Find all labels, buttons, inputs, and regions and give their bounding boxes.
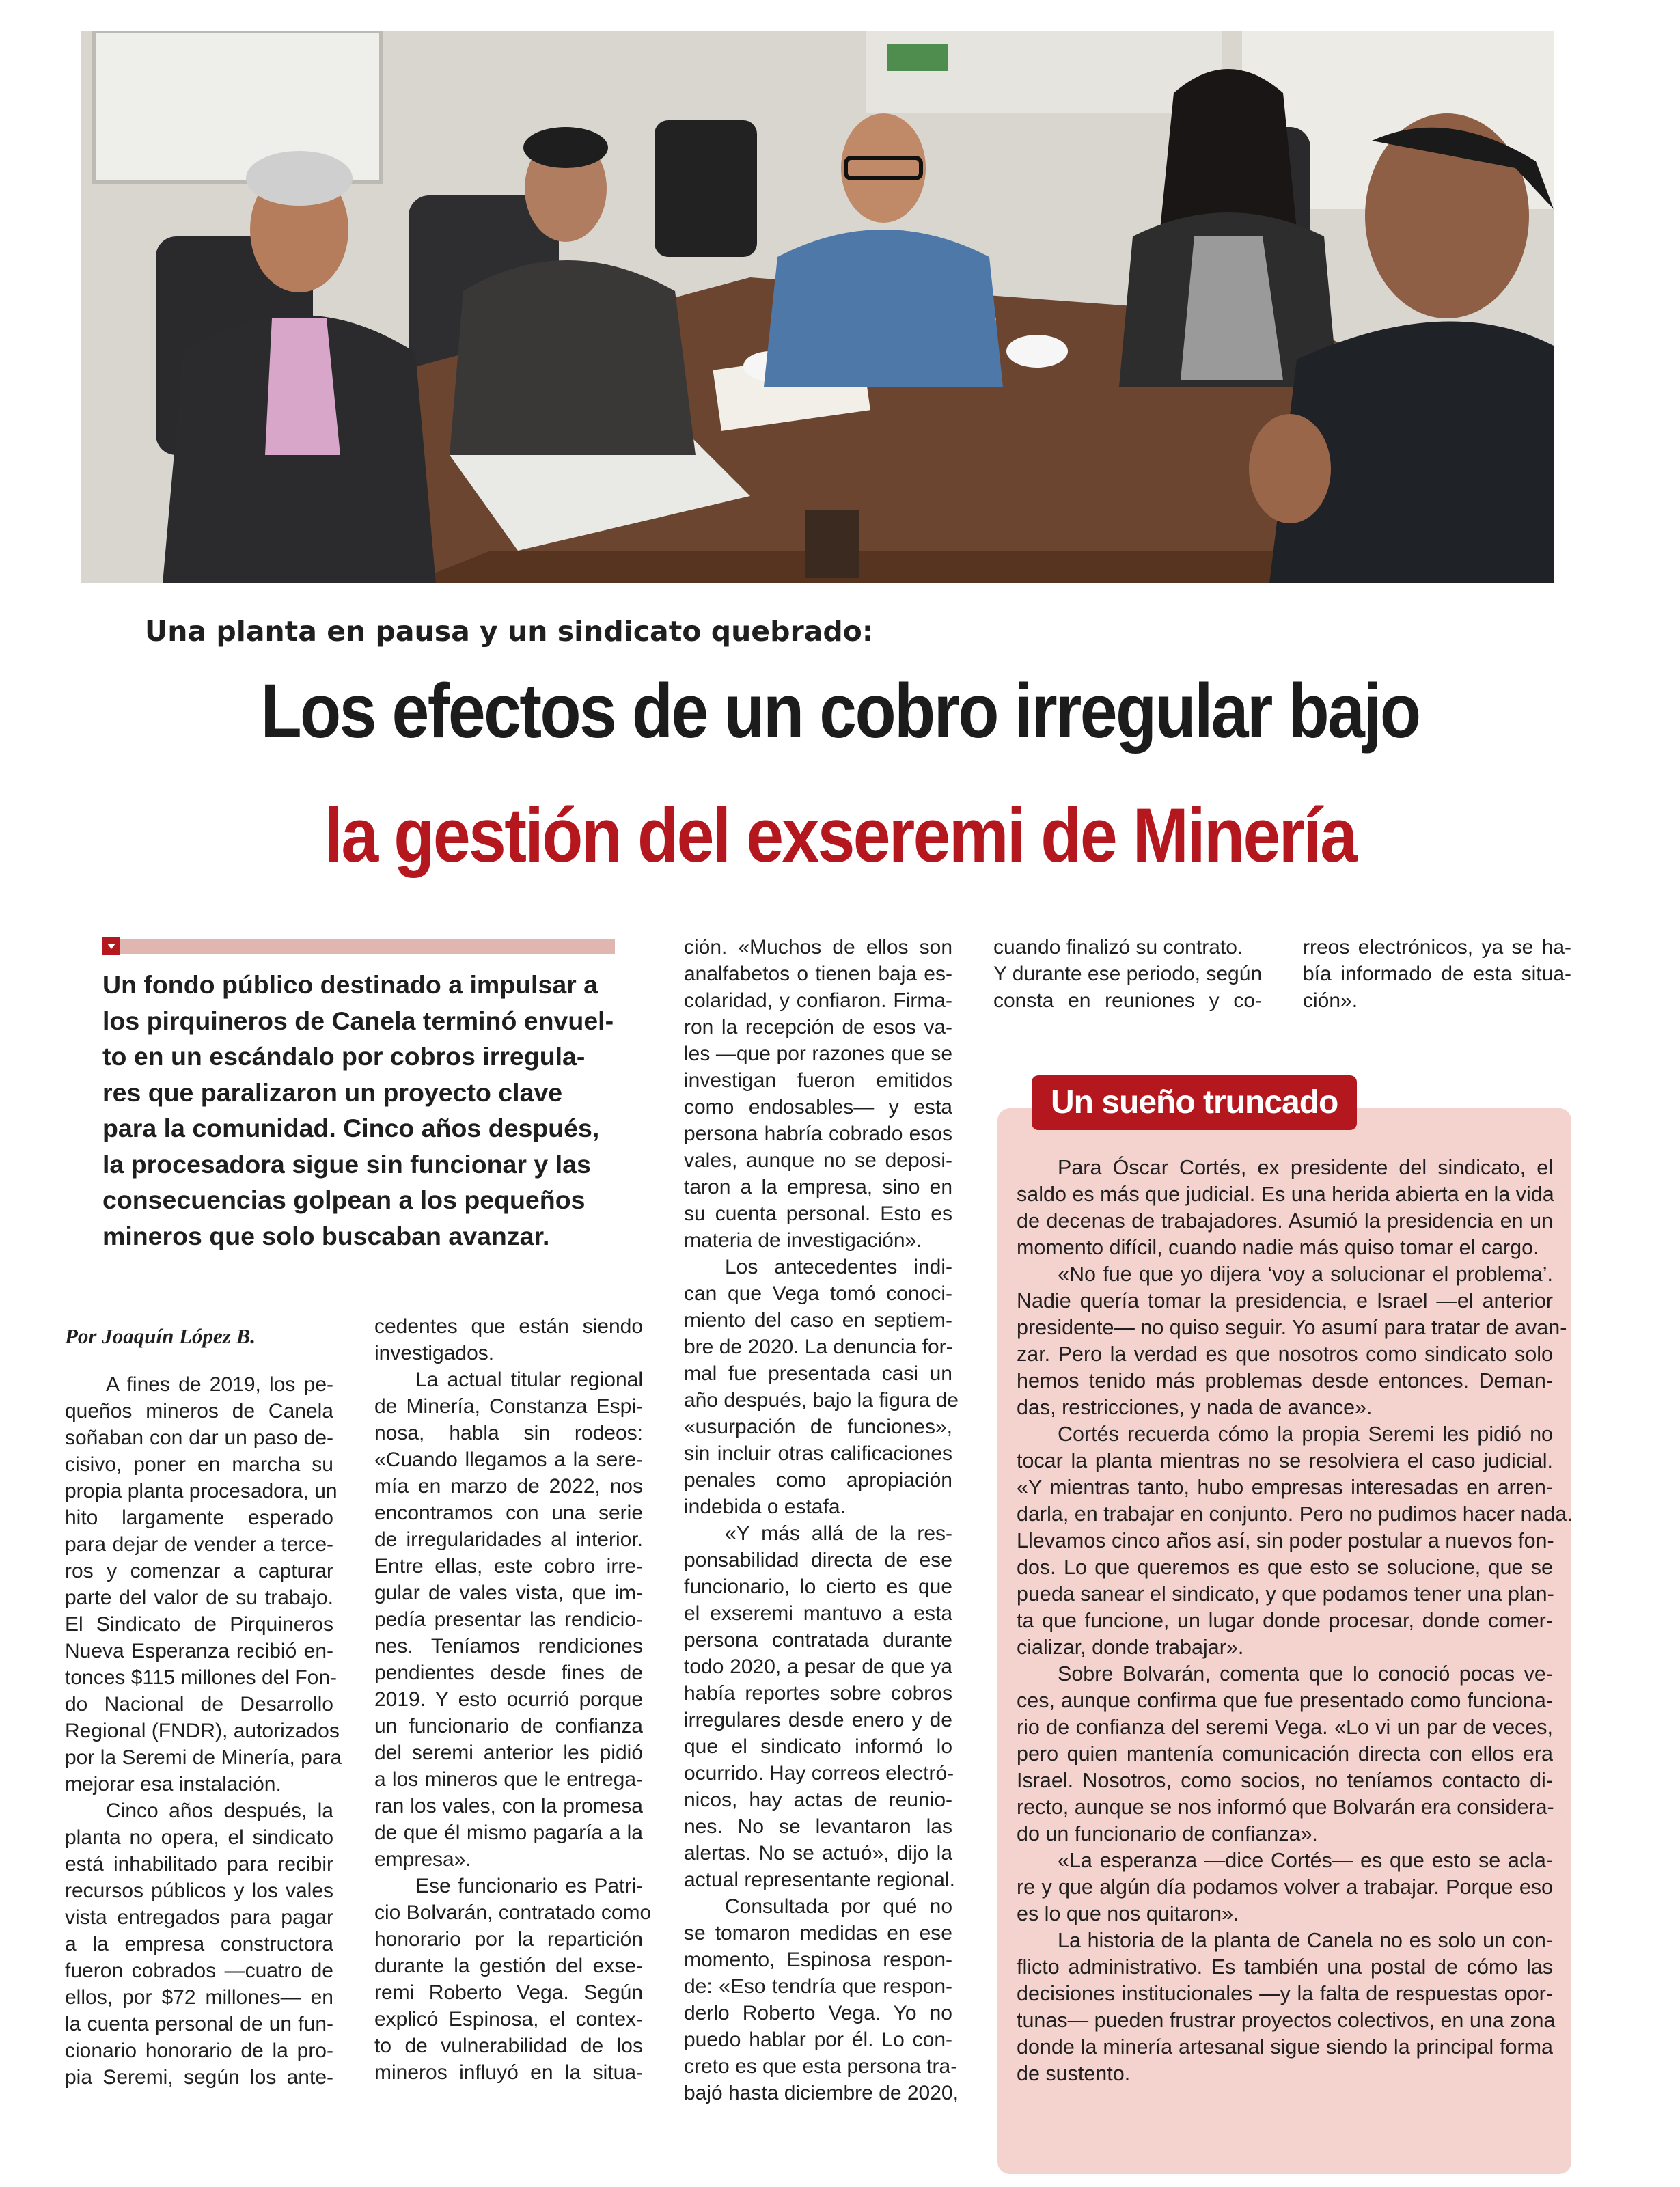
body-column-1: [65, 1371, 342, 2091]
text-line: nosa, habla sin rodeos:: [374, 1422, 643, 1444]
text-line: saldo es más que judicial. Es una herida abierta en la vida: [1017, 1183, 1554, 1206]
text-line: durante la gestión del exse-: [374, 1955, 643, 1977]
text-line: vales, aunque no se deposi-: [684, 1149, 952, 1172]
text-line: de decenas de trabajadores. Asumió la presidencia en un: [1017, 1209, 1553, 1233]
text-line: cisivo, poner en marcha su: [65, 1453, 333, 1476]
sidebar-title: Un sueño truncado: [1032, 1075, 1357, 1130]
text-line: pedía presentar las rendicio-: [374, 1608, 643, 1631]
text-line: do Nacional de Desarrollo: [65, 1693, 333, 1716]
text-line: remi Roberto Vega. Según: [374, 1981, 643, 2004]
text-line: ción. «Muchos de ellos son: [684, 936, 952, 959]
triangle-down-icon: [102, 937, 120, 955]
text-line: bajó hasta diciembre de 2020,: [684, 2082, 959, 2104]
text-line: cedentes que están siendo: [374, 1315, 643, 1338]
body-column-2: [374, 1313, 652, 2086]
text-line: que el sindicato informó lo: [684, 1735, 952, 1758]
text-line: miento del caso en septiem-: [684, 1309, 952, 1332]
text-line: por la Seremi de Minería, para: [65, 1746, 342, 1769]
text-line: nicos, hay actas de reunio-: [684, 1789, 952, 1811]
text-line: cializar, donde trabajar».: [1017, 1636, 1244, 1659]
text-line: a los mineros que le entrega-: [374, 1768, 643, 1791]
text-line: un funcionario de confianza: [374, 1715, 643, 1737]
text-line: pia Seremi, según los ante-: [65, 2066, 333, 2089]
headline-line-1: Los efectos de un cobro irregular bajo: [260, 668, 1420, 754]
text-line: parte del valor de su trabajo.: [65, 1586, 333, 1609]
text-line: ran los vales, con la promesa: [374, 1795, 643, 1817]
text-line: recursos públicos y los vales: [65, 1880, 333, 1902]
text-line: «No fue que yo dijera ‘voy a solucionar el problema’.: [1058, 1263, 1553, 1286]
text-line: ción».: [1303, 989, 1358, 1012]
text-line: darla, en trabajar en conjunto. Pero no pudimos hacer nada.: [1017, 1502, 1573, 1526]
text-line: 2019. Y esto ocurrió porque: [374, 1688, 643, 1711]
text-line: indebida o estafa.: [684, 1496, 846, 1518]
text-line: «Y más allá de la res-: [725, 1522, 952, 1545]
text-line: creto es que esta persona tra-: [684, 2055, 958, 2078]
text-line: rreos electrónicos, ya se ha-: [1303, 936, 1571, 959]
text-line: queños mineros de Canela: [65, 1400, 333, 1422]
headline-line-2: la gestión del exseremi de Minería: [324, 793, 1356, 878]
text-line: de irregularidades al interior.: [374, 1528, 643, 1551]
text-line: cionario honorario de la pro-: [65, 2039, 333, 2062]
text-line: como endosables— y esta: [684, 1096, 952, 1118]
text-line: Israel. Nosotros, como socios, no teníamos contacto di-: [1017, 1769, 1553, 1792]
lead-line: Un fondo público destinado a impulsar a: [102, 970, 598, 999]
text-line: el exseremi mantuvo a esta: [684, 1602, 952, 1625]
headline-kicker: Una planta en pausa y un sindicato quebrado:: [145, 615, 874, 648]
text-line: cio Bolvarán, contratado como: [374, 1901, 652, 1924]
text-line: Y durante ese periodo, según: [993, 963, 1263, 985]
text-line: soñaban con dar un paso de-: [65, 1427, 333, 1449]
text-line: momento difícil, cuando nadie más quiso tomar el cargo.: [1017, 1236, 1539, 1259]
text-line: «usurpación de funciones»,: [684, 1416, 952, 1438]
body-column-3: [684, 934, 959, 2106]
text-line: Cinco años después, la: [106, 1800, 333, 1822]
text-line: derlo Roberto Vega. Yo no: [684, 2002, 952, 2024]
text-line: ellos, por $72 millones— en: [65, 1986, 333, 2009]
text-line: Nueva Esperanza recibió en-: [65, 1640, 333, 1662]
lead-line: la procesadora sigue sin funcionar y las: [102, 1149, 591, 1179]
text-line: ros y comenzar a capturar: [65, 1560, 333, 1582]
text-line: mal fue presentada casi un: [684, 1362, 952, 1385]
text-line: gular de vales vista, que im-: [374, 1582, 643, 1604]
text-line: decisiones institucionales —y la falta de respuestas opor-: [1017, 1982, 1553, 2005]
lead-line: consecuencias golpean a los pequeños: [102, 1185, 586, 1214]
text-line: Sobre Bolvarán, comenta que lo conoció pocas ve-: [1058, 1662, 1553, 1686]
text-line: penales como apropiación: [684, 1469, 952, 1491]
text-line: fueron cobrados —cuatro de: [65, 1959, 333, 1982]
text-line: tunas— pueden frustrar proyectos colectivos, en una zona: [1017, 2009, 1556, 2032]
text-line: Nadie quería tomar la presidencia, e Israel —el anterior: [1017, 1289, 1553, 1312]
sidebar-body: [1017, 1155, 1573, 2087]
text-line: Para Óscar Cortés, ex presidente del sindicato, el: [1058, 1156, 1553, 1179]
text-line: Los antecedentes indi-: [725, 1256, 952, 1278]
text-line: encontramos con una serie: [374, 1502, 643, 1524]
text-line: mejorar esa instalación.: [65, 1773, 281, 1796]
text-line: vista entregados para pagar: [65, 1906, 333, 1929]
text-line: can que Vega tomó conoci-: [684, 1282, 952, 1305]
text-line: para dejar de vender a terce-: [65, 1533, 333, 1556]
text-line: A fines de 2019, los pe-: [106, 1373, 333, 1396]
text-line: nes. No se levantaron las: [684, 1815, 952, 1838]
text-line: Entre ellas, este cobro irre-: [374, 1555, 643, 1578]
text-line: materia de investigación».: [684, 1229, 922, 1252]
text-line: ocurrido. Hay correos electró-: [684, 1762, 954, 1785]
text-line: alertas. No se actuó», dijo la: [684, 1842, 952, 1865]
lead-line: para la comunidad. Cinco años después,: [102, 1114, 600, 1142]
text-line: cuando finalizó su contrato.: [993, 936, 1243, 959]
text-line: les —que por razones que se: [684, 1043, 952, 1065]
text-line: actual representante regional.: [684, 1869, 955, 1891]
text-line: honorario por la repartición: [374, 1928, 643, 1951]
text-line: re y que algún día podamos volver a trabajar. Porque eso: [1017, 1875, 1553, 1899]
text-line: hemos tenido más problemas desde entonces. Deman-: [1017, 1369, 1553, 1392]
body-column-5: [1303, 934, 1571, 1014]
text-line: es lo que nos quitaron».: [1017, 1902, 1239, 1925]
lead-line: to en un escándalo por cobros irregula-: [102, 1042, 586, 1071]
text-line: ta que funcione, un lugar donde procesar, donde comer-: [1017, 1609, 1553, 1632]
text-line: nes. Teníamos rendiciones: [374, 1635, 643, 1658]
byline: Por Joaquín López B.: [65, 1324, 256, 1348]
text-line: taron a la empresa, sino en: [684, 1176, 952, 1198]
text-line: tocar la planta mientras no se resolviera el caso judicial.: [1017, 1449, 1553, 1472]
text-line: de: «Eso tendría que respon-: [684, 1975, 952, 1998]
text-line: recto, aunque se nos informó que Bolvarán era considera-: [1017, 1796, 1554, 1819]
text-line: persona contratada durante: [684, 1629, 952, 1651]
body-column-4: [993, 934, 1262, 1014]
text-line: «Y mientras tanto, hubo empresas interesadas en arren-: [1017, 1476, 1553, 1499]
text-line: tonces $115 millones del Fon-: [65, 1666, 337, 1689]
text-line: está inhabilitado para recibir: [65, 1853, 333, 1875]
text-line: pendientes desde fines de: [374, 1662, 643, 1684]
text-line: ron la recepción de esos va-: [684, 1016, 952, 1039]
text-line: bía informado de esta situa-: [1303, 963, 1571, 985]
text-line: del seremi anterior les pidió: [374, 1742, 643, 1764]
text-line: La historia de la planta de Canela no es solo un con-: [1058, 1929, 1553, 1952]
text-line: ponsabilidad directa de ese: [684, 1549, 952, 1571]
text-line: a la empresa constructora: [65, 1933, 333, 1955]
text-line: propia planta procesadora, un: [65, 1480, 338, 1502]
lead-paragraph: [102, 967, 622, 1254]
text-line: investigan fueron emitidos: [684, 1069, 952, 1092]
text-line: hito largamente esperado: [65, 1507, 333, 1529]
lead-divider-bar: [102, 939, 615, 954]
text-line: «La esperanza —dice Cortés— es que esto se acla-: [1058, 1849, 1553, 1872]
meeting-photo-icon: [81, 31, 1554, 583]
text-line: pueda sanear el sindicato, y que podamos tener una plan-: [1017, 1582, 1554, 1606]
text-line: sin incluir otras calificaciones: [684, 1442, 952, 1465]
text-line: ces, aunque confirma que fue presentado como funciona-: [1017, 1689, 1553, 1712]
text-line: explicó Espinosa, el contex-: [374, 2008, 643, 2031]
text-line: consta en reuniones y co-: [993, 989, 1262, 1012]
text-line: Llevamos cinco años así, sin poder postular a nuevos fon-: [1017, 1529, 1554, 1552]
text-line: presidente— no quiso seguir. Yo asumí para tratar de avan-: [1017, 1316, 1567, 1339]
text-line: investigados.: [374, 1342, 495, 1364]
text-line: mía en marzo de 2022, nos: [374, 1475, 643, 1498]
text-line: Ese funcionario es Patri-: [415, 1875, 643, 1897]
text-line: rio de confianza del seremi Vega. «Lo vi un par de veces,: [1017, 1716, 1553, 1739]
lead-line: mineros que solo buscaban avanzar.: [102, 1221, 550, 1250]
text-line: había reportes sobre cobros: [684, 1682, 952, 1705]
lead-line: los pirquineros de Canela terminó envuel-: [102, 1006, 614, 1035]
text-line: to de vulnerabilidad de los: [374, 2035, 643, 2057]
text-line: planta no opera, el sindicato: [65, 1826, 333, 1849]
text-line: das, restricciones, y nada de avance».: [1017, 1396, 1373, 1419]
text-line: puedo hablar por él. Lo con-: [684, 2028, 952, 2051]
text-line: bre de 2020. La denuncia for-: [684, 1336, 953, 1358]
text-line: la cuenta personal de un fun-: [65, 2013, 333, 2035]
text-line: flicto administrativo. Es también una postal de cómo las: [1017, 1955, 1553, 1979]
text-line: Regional (FNDR), autorizados: [65, 1720, 340, 1742]
text-line: La actual titular regional: [415, 1368, 643, 1391]
text-line: dos. Lo que queremos es que esto se solucione, que se: [1017, 1556, 1553, 1579]
text-line: mineros influyó en la situa-: [374, 2061, 643, 2084]
text-line: su cuenta personal. Esto es: [684, 1202, 952, 1225]
text-line: Consultada por qué no: [725, 1895, 952, 1918]
text-line: momento, Espinosa respon-: [684, 1949, 952, 1971]
text-line: empresa».: [374, 1848, 471, 1871]
text-line: de sustento.: [1017, 2062, 1131, 2085]
text-line: colaridad, y confiaron. Firma-: [684, 989, 952, 1012]
text-line: zar. Pero la verdad es que nosotros como sindicato solo: [1017, 1343, 1553, 1366]
text-line: pero quien mantenía comunicación directa con ellos era: [1017, 1742, 1553, 1765]
text-line: todo 2020, a pesar de que ya: [684, 1655, 952, 1678]
text-line: persona habría cobrado esos: [684, 1123, 952, 1145]
text-line: irregulares desde enero y de: [684, 1709, 952, 1731]
text-line: analfabetos o tienen baja es-: [684, 963, 952, 985]
text-line: de que él mismo pagaría a la: [374, 1821, 643, 1844]
text-line: de Minería, Constanza Espi-: [374, 1395, 643, 1418]
meeting-photo: [81, 31, 1554, 583]
text-line: Cortés recuerda cómo la propia Seremi les pidió no: [1058, 1422, 1553, 1446]
text-line: El Sindicato de Pirquineros: [65, 1613, 333, 1636]
lead-line: res que paralizaron un proyecto clave: [102, 1077, 563, 1107]
text-line: se tomaron medidas en ese: [684, 1922, 952, 1944]
text-line: año después, bajo la figura de: [684, 1389, 959, 1412]
text-line: donde la minería artesanal sigue siendo la principal forma: [1017, 2035, 1553, 2059]
text-line: «Cuando llegamos a la sere-: [374, 1448, 643, 1471]
text-line: do un funcionario de confianza».: [1017, 1822, 1318, 1845]
text-line: funcionario, lo cierto es que: [684, 1576, 952, 1598]
headline: [101, 668, 1580, 878]
